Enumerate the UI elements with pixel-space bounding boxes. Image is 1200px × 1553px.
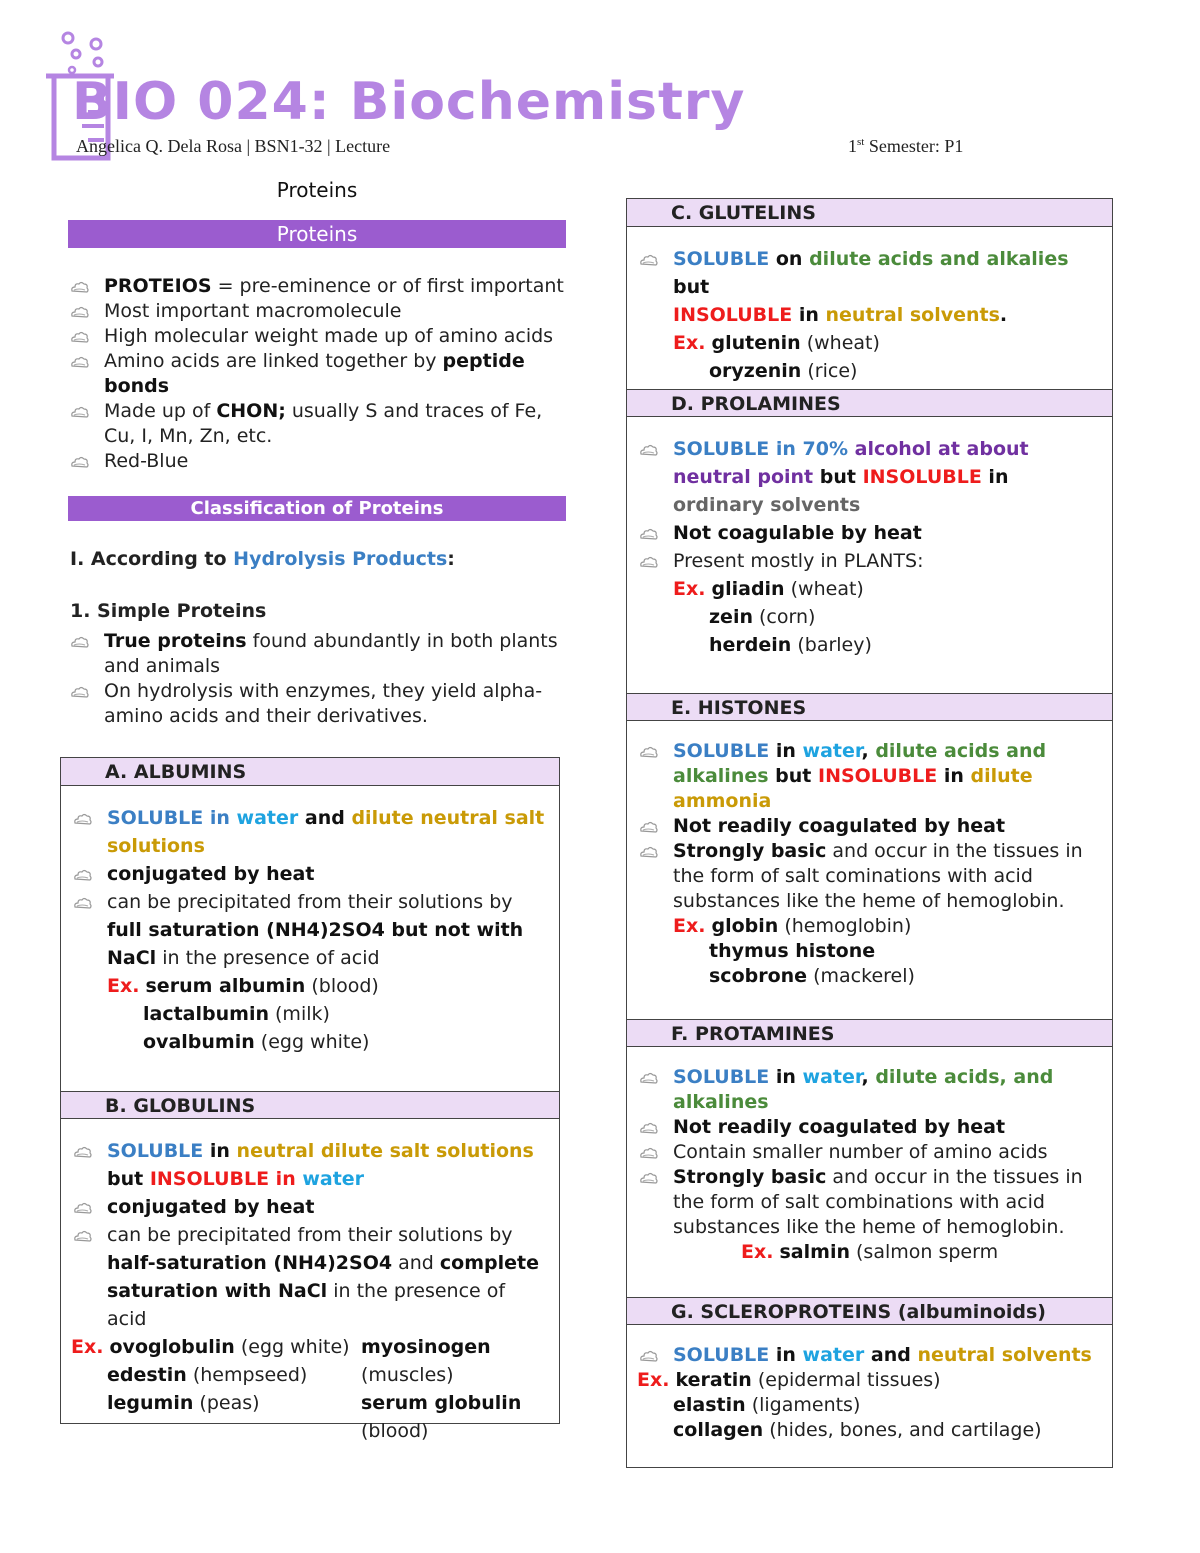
cloud-bullet-icon <box>639 435 661 463</box>
list-item: can be precipitated from their solutions by half-saturation (NH4)2SO4 and complete saturation with NaCl in the presence of acid <box>71 1221 549 1333</box>
cloud-bullet-icon <box>70 274 92 299</box>
list-item: Red-Blue <box>68 449 566 474</box>
list-item: High molecular weight made up of amino acids <box>68 324 566 349</box>
list-item: Amino acids are linked together by peptide bonds <box>68 349 566 399</box>
cloud-bullet-icon <box>639 245 661 273</box>
cloud-bullet-icon <box>73 804 95 832</box>
list-item: Present mostly in PLANTS: <box>637 547 1102 575</box>
page-title: Proteins <box>276 178 358 202</box>
globulins-example-2: myosinogen <box>361 1336 491 1358</box>
list-item: Not readily coagulated by heat <box>637 1115 1102 1140</box>
semester-label: 1st Semester: P1 <box>848 136 964 156</box>
cloud-bullet-icon <box>70 449 92 474</box>
prolamines-body <box>627 417 1112 693</box>
simple-proteins-list <box>68 629 566 729</box>
cloud-bullet-icon <box>70 679 92 704</box>
histones-example-3: scobrone (mackerel) <box>709 965 915 987</box>
cloud-bullet-icon <box>70 324 92 349</box>
list-item: SOLUBLE in neutral dilute salt solutions but INSOLUBLE in water <box>71 1137 549 1193</box>
cloud-bullet-icon <box>73 1137 95 1165</box>
list-item: SOLUBLE on dilute acids and alkalies but INSOLUBLE in neutral solvents. <box>637 245 1102 329</box>
scleroproteins-example-3: collagen (hides, bones, and cartilage) <box>673 1419 1042 1441</box>
cloud-bullet-icon <box>70 629 92 654</box>
prolamines-example-3: herdein (barley) <box>709 634 872 656</box>
cloud-bullet-icon <box>639 814 661 839</box>
list-item: SOLUBLE in 70% alcohol at about neutral point but INSOLUBLE in ordinary solvents <box>637 435 1102 519</box>
albumins-example-1: Ex. serum albumin (blood) <box>107 975 379 997</box>
glutelins-header: C. GLUTELINS <box>627 199 1112 227</box>
list-item: SOLUBLE in water, dilute acids and alkalines but INSOLUBLE in dilute ammonia <box>637 739 1102 814</box>
list-item: Strongly basic and occur in the tissues in the form of salt cominations with acid substances like the heme of hemoglobin. <box>637 839 1102 914</box>
globulins-example-1: Ex. ovoglobulin (egg white) <box>71 1336 350 1358</box>
histones-header: E. HISTONES <box>627 693 1112 721</box>
cloud-bullet-icon <box>639 547 661 575</box>
left-protein-table <box>60 757 560 1442</box>
list-item: Strongly basic and occur in the tissues in the form of salt combinations with acid substances like the heme of hemoglobin. <box>637 1165 1102 1240</box>
albumins-header: A. ALBUMINS <box>61 758 559 786</box>
list-item: Not readily coagulated by heat <box>637 814 1102 839</box>
prolamines-example-1: Ex. gliadin (wheat) <box>673 578 864 600</box>
cloud-bullet-icon <box>70 299 92 324</box>
cloud-bullet-icon <box>639 1140 661 1165</box>
protamines-header: F. PROTAMINES <box>627 1019 1112 1047</box>
globulins-examples <box>71 1333 549 1445</box>
prolamines-example-2: zein (corn) <box>709 606 816 628</box>
list-item: SOLUBLE in water and dilute neutral salt solutions <box>71 804 549 860</box>
cloud-bullet-icon <box>639 1165 661 1190</box>
right-protein-table <box>626 198 1113 1468</box>
histones-example-1: Ex. globin (hemoglobin) <box>673 915 912 937</box>
cloud-bullet-icon <box>70 349 92 374</box>
globulins-example-5: serum globulin (blood) <box>361 1392 522 1442</box>
histones-body <box>627 721 1112 1019</box>
list-item: True proteins found abundantly in both plants and animals <box>68 629 566 679</box>
heading-simple-proteins: 1. Simple Proteins <box>70 600 267 622</box>
cloud-bullet-icon <box>639 839 661 864</box>
scleroproteins-example-2: elastin (ligaments) <box>673 1394 861 1416</box>
cloud-bullet-icon <box>73 1221 95 1249</box>
list-item: PROTEIOS = pre-eminence or of first important <box>68 274 566 299</box>
histones-example-2: thymus histone <box>709 940 876 962</box>
globulins-body <box>61 1119 559 1445</box>
cloud-bullet-icon <box>639 1065 661 1090</box>
albumins-example-2: lactalbumin (milk) <box>143 1003 330 1025</box>
heading-hydrolysis: I. According to Hydrolysis Products: <box>70 548 455 570</box>
globulins-header: B. GLOBULINS <box>61 1091 559 1119</box>
section-bar-classification: Classification of Proteins <box>68 496 566 521</box>
document-title: BIO 024: Biochemistry <box>72 72 746 132</box>
cloud-bullet-icon <box>73 1193 95 1221</box>
list-item: conjugated by heat <box>71 1193 549 1221</box>
cloud-bullet-icon <box>73 860 95 888</box>
albumins-example-3: ovalbumin (egg white) <box>143 1031 370 1053</box>
glutelins-body <box>627 227 1112 389</box>
cloud-bullet-icon <box>70 399 92 424</box>
list-item: On hydrolysis with enzymes, they yield alpha-amino acids and their derivatives. <box>68 679 566 729</box>
cloud-bullet-icon <box>639 1343 661 1368</box>
section-bar-proteins: Proteins <box>68 220 566 248</box>
list-item: Contain smaller number of amino acids <box>637 1140 1102 1165</box>
cloud-bullet-icon <box>639 739 661 764</box>
cloud-bullet-icon <box>639 1115 661 1140</box>
list-item: SOLUBLE in water, dilute acids, and alkalines <box>637 1065 1102 1115</box>
globulins-example-4: legumin (peas) <box>107 1392 260 1414</box>
list-item: can be precipitated from their solutions by full saturation (NH4)2SO4 but not with NaCl in the presence of acid <box>71 888 549 972</box>
prolamines-header: D. PROLAMINES <box>627 389 1112 417</box>
glutelins-example-2: oryzenin (rice) <box>709 360 858 382</box>
globulins-example-2-note: (muscles) <box>361 1364 454 1386</box>
protamines-body <box>627 1047 1112 1297</box>
albumins-body <box>61 786 559 1091</box>
cloud-bullet-icon <box>73 888 95 916</box>
glutelins-example-1: Ex. glutenin (wheat) <box>673 332 880 354</box>
author-line: Angelica Q. Dela Rosa | BSN1-32 | Lecture <box>76 136 391 156</box>
scleroproteins-header: G. SCLEROPROTEINS (albuminoids) <box>627 1297 1112 1325</box>
scleroproteins-body <box>627 1325 1112 1443</box>
scleroproteins-example-1: Ex. keratin (epidermal tissues) <box>637 1369 941 1391</box>
list-item: Not coagulable by heat <box>637 519 1102 547</box>
list-item: Made up of CHON; usually S and traces of Fe, Cu, I, Mn, Zn, etc. <box>68 399 566 449</box>
list-item: Most important macromolecule <box>68 299 566 324</box>
list-item: SOLUBLE in water and neutral solvents <box>637 1343 1102 1368</box>
globulins-example-3: edestin (hempseed) <box>107 1364 308 1386</box>
intro-list <box>68 274 566 474</box>
protamines-example-1: Ex. salmin (salmon sperm <box>741 1241 999 1263</box>
cloud-bullet-icon <box>639 519 661 547</box>
list-item: conjugated by heat <box>71 860 549 888</box>
